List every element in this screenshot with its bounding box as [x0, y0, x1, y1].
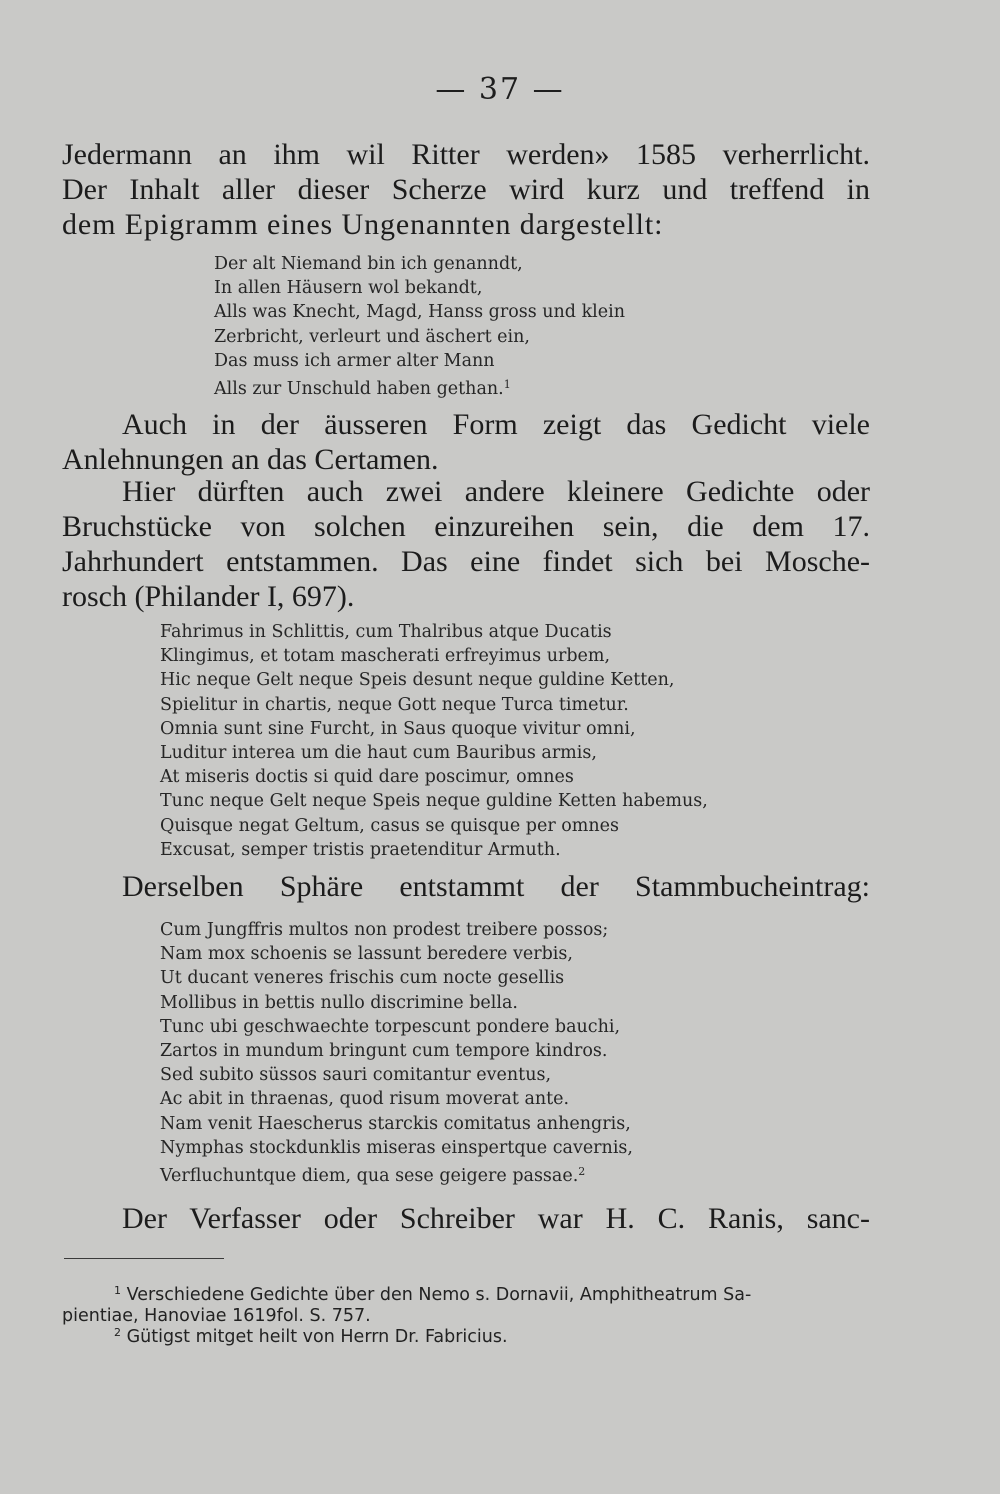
page-number: — 37 —: [435, 72, 565, 107]
verse-line: Zerbricht, verleurt und äschert ein,: [214, 326, 530, 347]
footnote-2: [62, 1322, 892, 1348]
text-line: Auch in der äusseren Form zeigt das Gedicht viele: [122, 408, 870, 441]
verse-line: Der alt Niemand bin ich genanndt,: [214, 254, 523, 274]
verse-line: Alls was Knecht, Magd, Hanss gross und klein: [214, 302, 625, 323]
verse-line: Tunc ubi geschwaechte torpescunt pondere bauchi,: [160, 1016, 621, 1037]
text-line: Bruchstücke von solchen einzureihen sein, die dem 17.: [62, 510, 870, 543]
text-line: Derselben Sphäre entstammt der Stammbucheintrag:: [122, 870, 870, 903]
paragraph-3: [62, 474, 870, 614]
verse-line: Excusat, semper tristis praetenditur Armuth.: [160, 839, 561, 860]
verse-line: Nam venit Haescherus starckis comitatus anhengris,: [160, 1113, 631, 1134]
verse-nemo: [214, 252, 625, 401]
verse-line: Fahrimus in Schlittis, cum Thalribus atque Ducatis: [160, 622, 612, 642]
text-line: rosch (Philander I, 697).: [62, 580, 355, 613]
footnote-1: [62, 1280, 892, 1327]
verse-line: Cum Jungffris multos non prodest treibere possos;: [160, 920, 609, 940]
footnote-mark: 1: [114, 1284, 121, 1297]
text-line: Hier dürften auch zwei andere kleinere Gedichte oder: [122, 475, 870, 508]
paragraph-4: [62, 869, 870, 904]
text-line: Der Inhalt aller dieser Scherze wird kurz und treffend in: [62, 173, 870, 206]
verse-line-text: Alls zur Unschuld haben gethan.: [214, 379, 504, 400]
verse-line: Zartos in mundum bringunt cum tempore kindros.: [160, 1041, 608, 1062]
paragraph-5: [62, 1201, 870, 1236]
text-line: dem Epigramm eines Ungenannten dargestellt:: [62, 208, 664, 241]
verse-line: Hic neque Gelt neque Speis desunt neque guldine Ketten,: [160, 670, 675, 691]
verse-line: [160, 1160, 633, 1188]
verse-line: Sed subito süssos sauri comitantur eventus,: [160, 1065, 552, 1086]
footnote-ref: 1: [503, 378, 511, 392]
footnote-ref: 2: [578, 1165, 586, 1179]
footnote-text: Verschiedene Gedichte über den Nemo s. Dornavii, Amphitheatrum Sa-: [126, 1285, 752, 1305]
verse-line: Klingimus, et totam mascherati erfreyimus urbem,: [160, 646, 611, 667]
verse-line: Quisque negat Geltum, casus se quisque per omnes: [160, 815, 619, 836]
verse-line: Ac abit in thraenas, quod risum moverat ante.: [160, 1089, 570, 1110]
verse-line: Nam mox schoenis se lassunt beredere verbis,: [160, 944, 573, 965]
verse-line: Spielitur in chartis, neque Gott neque Turca timetur.: [160, 694, 629, 715]
footnote-divider: [64, 1258, 224, 1259]
verse-line: Ut ducant veneres frischis cum nocte gesellis: [160, 968, 565, 989]
verse-line: In allen Häusern wol bekandt,: [214, 278, 483, 299]
paragraph-2: [62, 407, 870, 477]
text-line: Anlehnungen an das Certamen.: [62, 443, 439, 476]
verse-line: Tunc neque Gelt neque Speis neque guldine Ketten habemus,: [160, 791, 708, 812]
verse-moscherosch: [160, 620, 708, 862]
verse-line: Nymphas stockdunklis miseras einspertque cavernis,: [160, 1137, 633, 1158]
footnote-text: pientiae, Hanoviae 1619fol. S. 757.: [62, 1306, 371, 1326]
text-line: Der Verfasser oder Schreiber war H. C. Ranis, sanc-: [122, 1202, 870, 1235]
paragraph-1: [62, 137, 870, 242]
verse-line-text: Verfluchuntque diem, qua sese geigere passae.: [160, 1166, 579, 1187]
text-line: Jahrhundert entstammen. Das eine findet sich bei Mosche-: [62, 545, 870, 578]
footnote-mark: 2: [114, 1326, 121, 1339]
verse-line: Das muss ich armer alter Mann: [214, 350, 495, 371]
verse-line: At miseris doctis si quid dare poscimur, omnes: [160, 767, 574, 788]
verse-line: [214, 373, 625, 401]
verse-line: Luditur interea um die haut cum Bauribus armis,: [160, 743, 597, 764]
verse-line: Omnia sunt sine Furcht, in Saus quoque vivitur omni,: [160, 718, 636, 739]
verse-line: Mollibus in bettis nullo discrimine bella.: [160, 992, 518, 1013]
verse-stammbuch: [160, 918, 633, 1188]
text-line: Jedermann an ihm wil Ritter werden» 1585 verherrlicht.: [62, 138, 870, 171]
footnote-text: Gütigst mitget heilt von Herrn Dr. Fabricius.: [126, 1327, 508, 1347]
